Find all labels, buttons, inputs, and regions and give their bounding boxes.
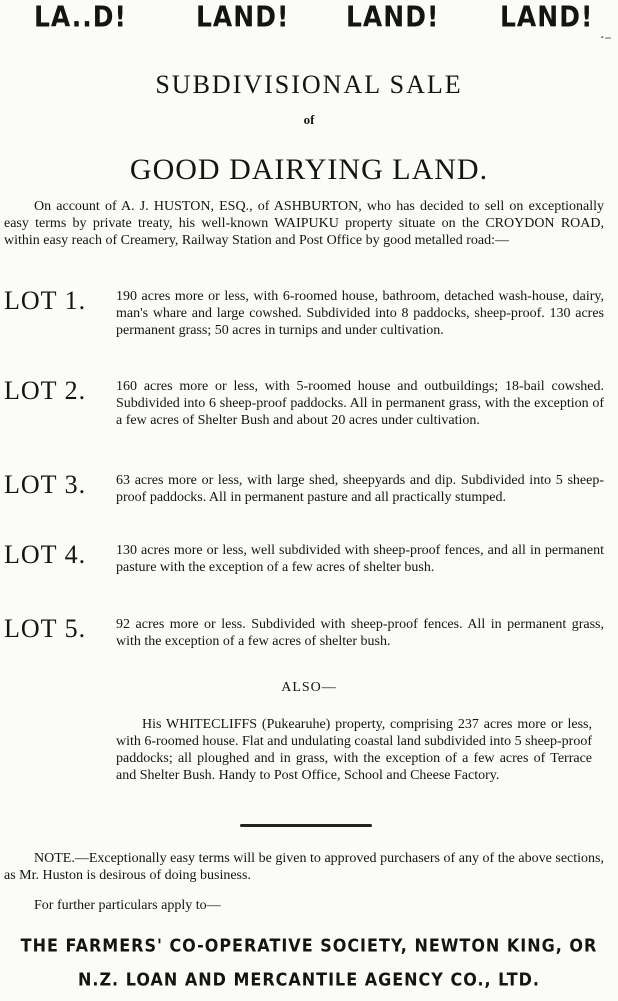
sale-heading: SUBDIVISIONAL SALE	[155, 70, 463, 99]
section-divider	[240, 824, 372, 827]
land-banner-word-1: LA..D!	[34, 0, 127, 34]
heading-of: of	[303, 112, 315, 127]
lot-1-label: LOT 1.	[4, 286, 87, 315]
lot-4-label: LOT 4.	[4, 540, 87, 569]
lot-4-description: 130 acres more or less, well subdivided with sheep-proof fences, and all in permanent pasture with the exception of a few acres of shelter bush.	[116, 543, 604, 575]
lot-5-label: LOT 5.	[4, 614, 87, 643]
land-banner	[0, 2, 618, 42]
intro-paragraph: On account of A. J. HUSTON, ESQ., of ASHBURTON, who has decided to sell on exceptionally easy terms by private treaty, his well-known WAIPUKU property situate on the CROYDON ROAD, within easy reach of Creamery, Railway Station and Post Office by good metalled road:—	[4, 199, 604, 248]
lot-2-label: LOT 2.	[4, 376, 87, 405]
land-banner-word-4: LAND!	[500, 0, 594, 34]
apply-line: For further particulars apply to—	[34, 898, 221, 913]
land-banner-word-2: LAND!	[196, 0, 290, 34]
whitecliffs-paragraph: His WHITECLIFFS (Pukearuhe) property, comprising 237 acres more or less, with 6-roomed house. Flat and undulating coastal land subdivided into 5 sheep-proof paddocks; all ploughed and in grass, with the exception of a few acres of Terrace and Shelter Bush. Handy to Post Office, School and Cheese Factory.	[116, 717, 592, 783]
land-banner-word-3: LAND!	[346, 0, 440, 34]
lot-1-description: 190 acres more or less, with 6-roomed house, bathroom, detached wash-house, dairy, man's whare and large cowshed. Subdivided into 8 paddocks, sheep-proof. 130 acres permanent grass; 50 acres in turnips and under cultivation.	[116, 289, 604, 338]
sale-subheading: GOOD DAIRYING LAND.	[129, 153, 489, 186]
lot-3-description: 63 acres more or less, with large shed, sheepyards and dip. Subdivided into 5 sheep-proof paddocks. All in permanent pasture and all practically stumped.	[116, 473, 604, 505]
lot-2-description: 160 acres more or less, with 5-roomed house and outbuildings; 18-bail cowshed. Subdivided into 6 sheep-proof paddocks. All in permanent grass, with the exception of a few acres of Shelter Bush and about 20 acres under cultivation.	[116, 379, 604, 428]
print-mark-icon: ·–	[600, 30, 612, 46]
lot-5-description: 92 acres more or less. Subdivided with sheep-proof fences. All in permanent grass, with the exception of a few acres of shelter bush.	[116, 617, 604, 649]
agents-line-2: N.Z. LOAN AND MERCANTILE AGENCY CO., LTD.	[77, 969, 540, 990]
also-heading: ALSO—	[281, 680, 337, 695]
lot-3-label: LOT 3.	[4, 470, 87, 499]
agents-line-1: THE FARMERS' CO-OPERATIVE SOCIETY, NEWTON KING, OR	[20, 935, 598, 956]
note-paragraph: NOTE.—Exceptionally easy terms will be given to approved purchasers of any of the above sections, as Mr. Huston is desirous of doing business.	[4, 851, 604, 883]
